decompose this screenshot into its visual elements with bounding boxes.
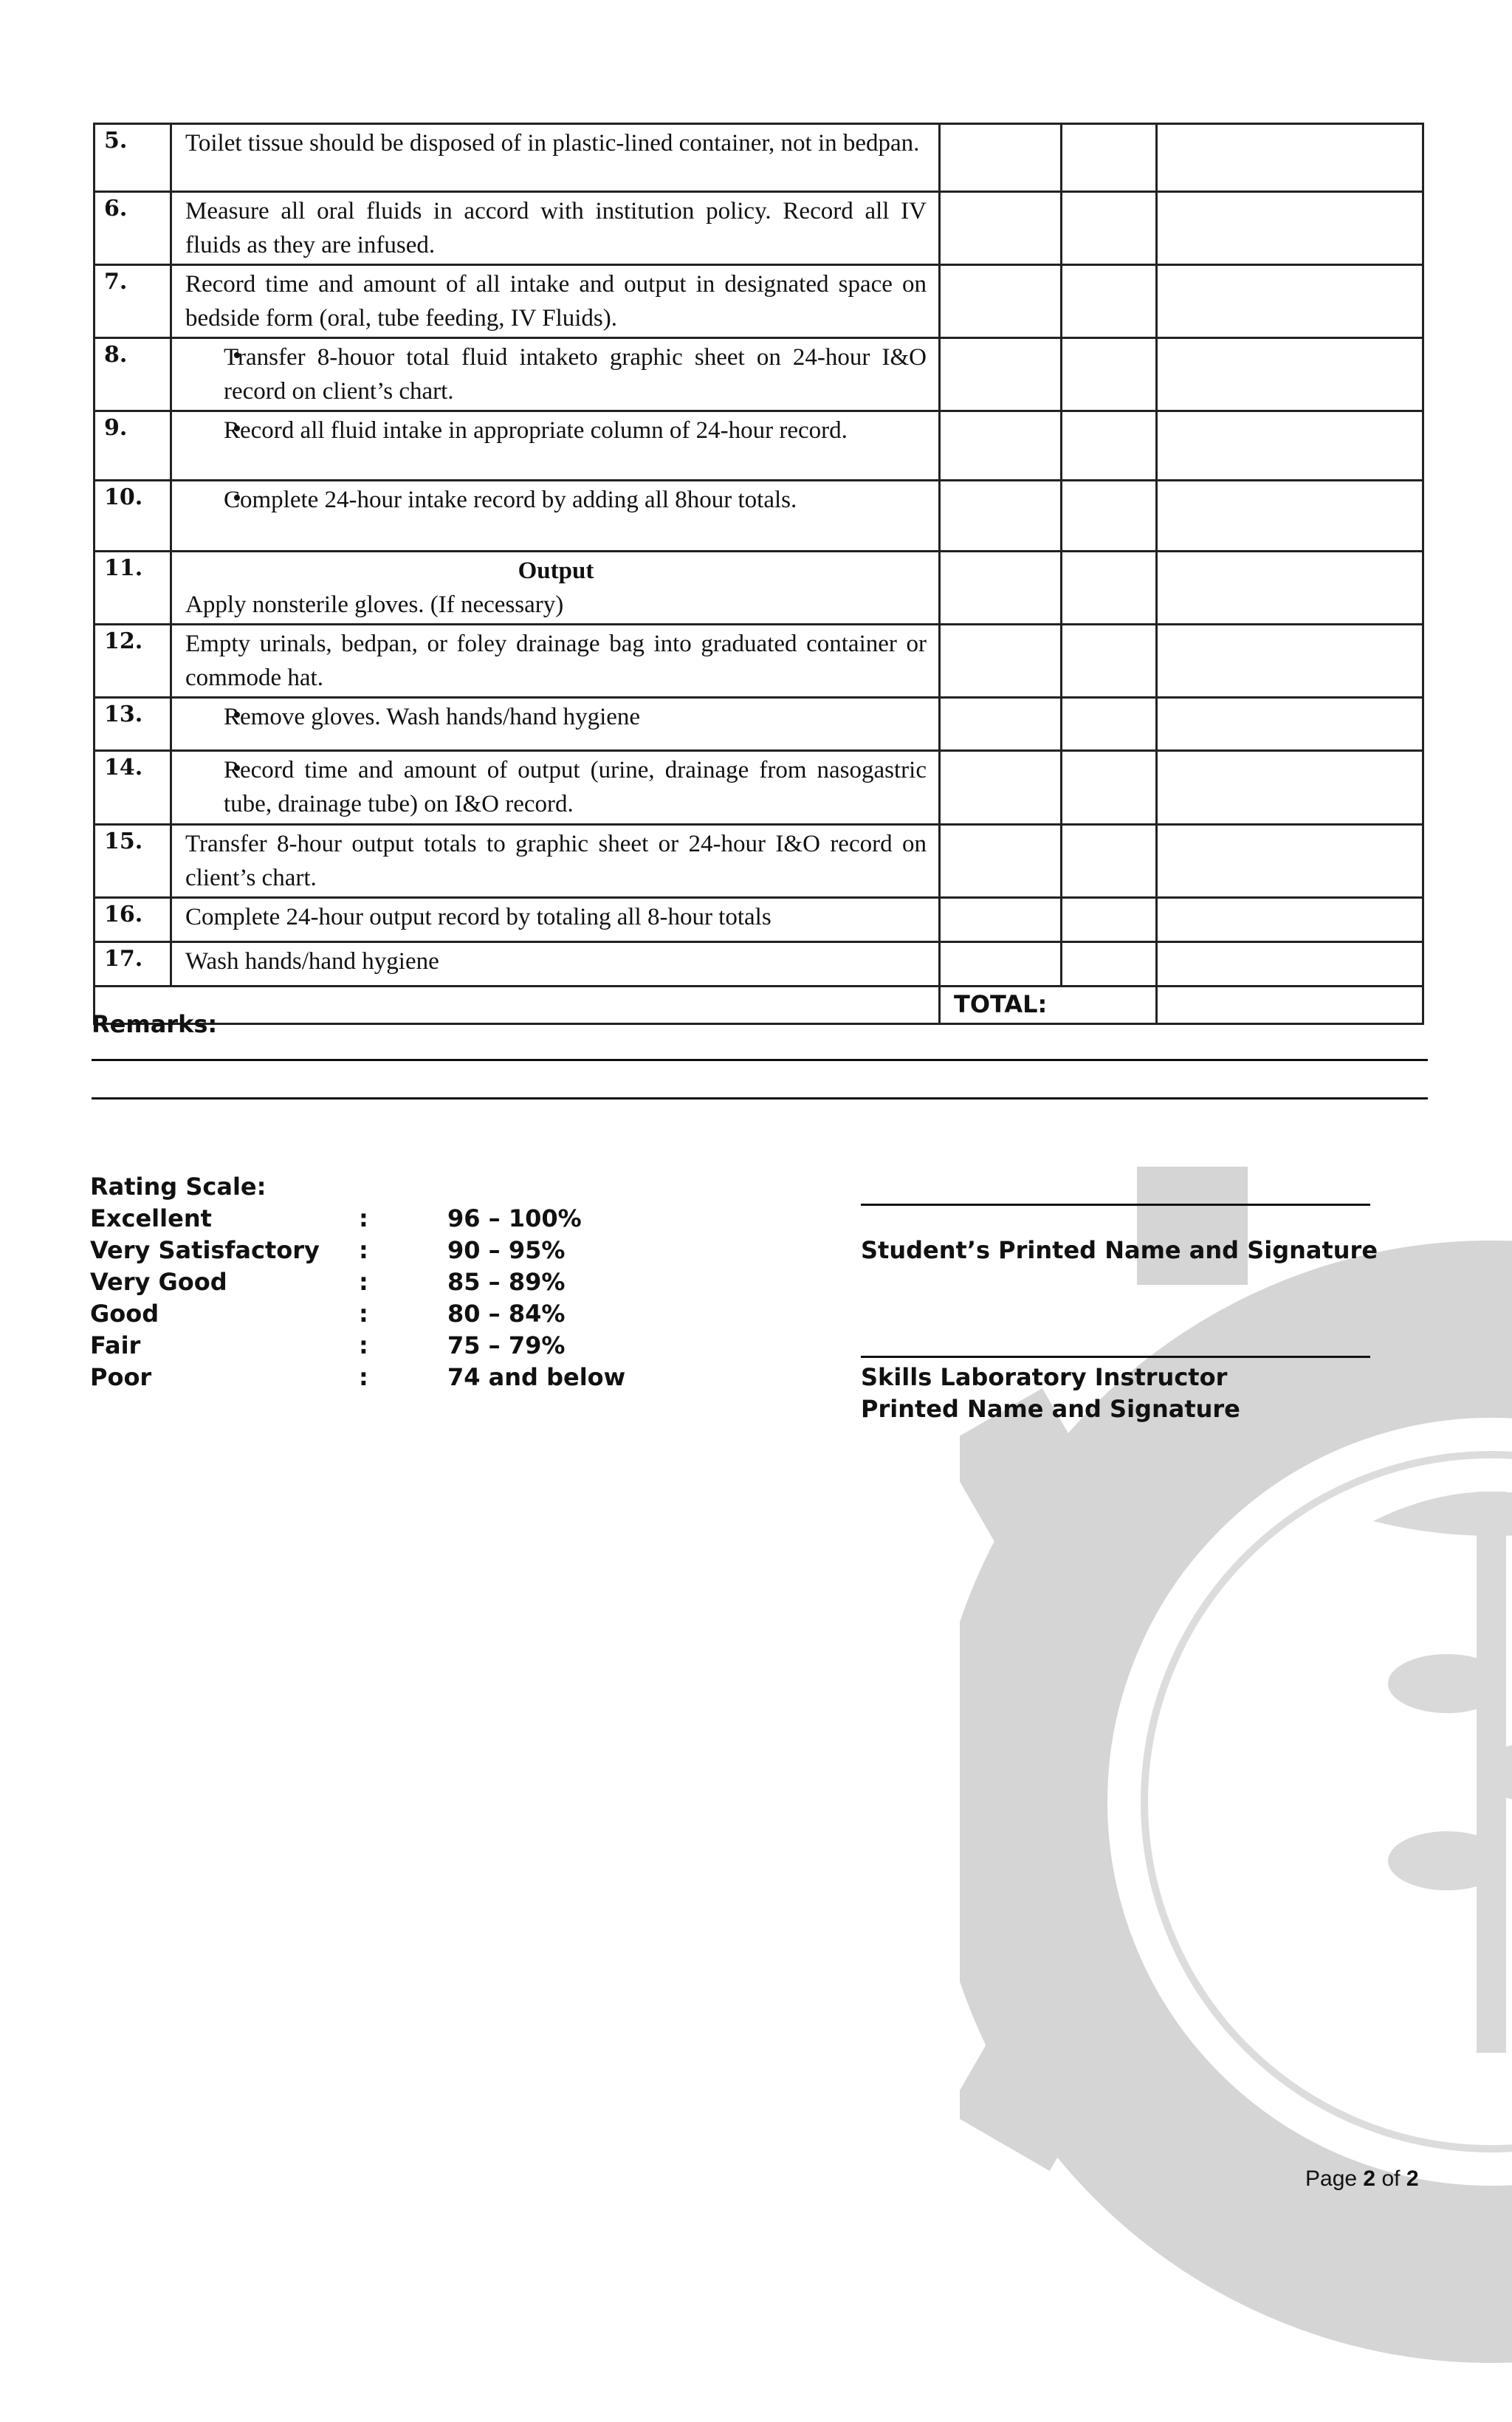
step-description-cell <box>171 265 940 338</box>
score-col-c-cell[interactable] <box>1157 124 1423 192</box>
rating-separator: : <box>359 1331 368 1359</box>
rating-label: Poor <box>90 1363 152 1391</box>
table-row <box>94 481 1423 552</box>
score-col-c-cell[interactable] <box>1157 338 1423 411</box>
rating-row <box>90 1235 669 1266</box>
instructor-title: Skills Laboratory Instructor <box>861 1363 1228 1391</box>
procedure-steps-table <box>93 123 1424 1025</box>
rating-row <box>90 1362 669 1393</box>
table-row <box>94 698 1423 751</box>
step-number: 12. <box>104 628 143 654</box>
step-description: Measure all oral fluids in accord with institution policy. Record all IV fluids as they are infused. <box>185 198 927 258</box>
score-col-a-cell[interactable] <box>940 265 1062 338</box>
score-col-b-cell[interactable] <box>1062 124 1157 192</box>
score-col-c-cell[interactable] <box>1157 192 1423 265</box>
step-number-cell <box>94 698 171 751</box>
score-col-c-cell[interactable] <box>1157 265 1423 338</box>
rating-separator: : <box>359 1236 368 1264</box>
score-col-a-cell[interactable] <box>940 625 1062 698</box>
score-col-a-cell[interactable] <box>940 192 1062 265</box>
section-heading: Output <box>518 558 594 584</box>
score-col-a-cell[interactable] <box>940 338 1062 411</box>
table-row <box>94 552 1423 625</box>
step-number-cell <box>94 898 171 942</box>
step-description: • Complete 24-hour intake record by adding all 8hour totals. <box>224 487 797 513</box>
table-row <box>94 124 1423 192</box>
rating-separator: : <box>359 1363 368 1391</box>
step-number-cell <box>94 265 171 338</box>
score-col-c-cell[interactable] <box>1157 552 1423 625</box>
step-number-cell <box>94 338 171 411</box>
rating-label: Very Good <box>90 1268 227 1296</box>
score-col-b-cell[interactable] <box>1062 825 1157 898</box>
step-number: 17. <box>104 946 143 972</box>
table-row <box>94 192 1423 265</box>
instructor-name-label: Printed Name and Signature <box>861 1395 1240 1423</box>
rating-label: Excellent <box>90 1204 212 1232</box>
step-description-cell <box>171 411 940 481</box>
score-col-b-cell[interactable] <box>1062 898 1157 942</box>
step-number-cell <box>94 481 171 552</box>
step-number-cell <box>94 751 171 825</box>
step-description: • Remove gloves. Wash hands/hand hygiene <box>224 704 641 730</box>
remarks-line-2 <box>92 1097 1428 1099</box>
score-col-b-cell[interactable] <box>1062 751 1157 825</box>
table-row <box>94 825 1423 898</box>
step-description: Record time and amount of all intake and output in designated space on bedside form (oral, tube feeding, IV Fluids). <box>185 271 927 332</box>
step-description-cell <box>171 942 940 987</box>
rating-range: 96 – 100% <box>447 1204 582 1232</box>
table-row <box>94 265 1423 338</box>
step-description: Wash hands/hand hygiene <box>185 948 439 975</box>
step-number: 9. <box>104 415 128 441</box>
rating-label: Good <box>90 1300 159 1328</box>
rating-range: 90 – 95% <box>447 1236 566 1264</box>
step-description-cell <box>171 338 940 411</box>
score-col-c-cell[interactable] <box>1157 698 1423 751</box>
step-number: 15. <box>104 829 143 854</box>
rating-separator: : <box>359 1204 368 1232</box>
rating-row <box>90 1298 669 1330</box>
rating-row <box>90 1330 669 1362</box>
score-col-b-cell[interactable] <box>1062 192 1157 265</box>
rating-row <box>90 1203 669 1235</box>
step-number: 10. <box>104 484 143 510</box>
score-col-b-cell[interactable] <box>1062 265 1157 338</box>
step-description-cell <box>171 481 940 552</box>
step-description-cell <box>171 698 940 751</box>
score-col-c-cell[interactable] <box>1157 898 1423 942</box>
step-number-cell <box>94 625 171 698</box>
step-number: 13. <box>104 701 143 727</box>
student-signature-line <box>861 1204 1370 1206</box>
score-col-a-cell[interactable] <box>940 698 1062 751</box>
score-col-c-cell[interactable] <box>1157 411 1423 481</box>
step-number-cell <box>94 942 171 987</box>
score-col-c-cell[interactable] <box>1157 942 1423 987</box>
score-col-b-cell[interactable] <box>1062 411 1157 481</box>
step-number: 6. <box>104 196 128 222</box>
score-col-a-cell[interactable] <box>940 124 1062 192</box>
step-description: Complete 24-hour output record by totaling all 8-hour totals <box>185 904 772 930</box>
step-number: 16. <box>104 902 143 927</box>
score-col-b-cell[interactable] <box>1062 698 1157 751</box>
rating-separator: : <box>359 1300 368 1328</box>
rating-row <box>90 1266 669 1298</box>
score-col-a-cell[interactable] <box>940 751 1062 825</box>
total-label-cell <box>940 987 1157 1024</box>
instructor-signature-label <box>861 1362 1240 1425</box>
step-description-cell <box>171 751 940 825</box>
score-col-b-cell[interactable] <box>1062 625 1157 698</box>
step-description-cell <box>171 552 940 625</box>
score-col-c-cell[interactable] <box>1157 481 1423 552</box>
step-number-cell <box>94 552 171 625</box>
score-col-b-cell[interactable] <box>1062 338 1157 411</box>
score-col-a-cell[interactable] <box>940 411 1062 481</box>
score-col-c-cell[interactable] <box>1157 825 1423 898</box>
step-description: Transfer 8-hour output totals to graphic sheet or 24-hour I&O record on client’s chart. <box>185 831 927 891</box>
score-col-a-cell[interactable] <box>940 825 1062 898</box>
step-description: • Transfer 8-houor total fluid intaketo graphic sheet on 24-hour I&O record on client’s chart. <box>224 344 927 405</box>
step-description-cell <box>171 825 940 898</box>
table-row <box>94 625 1423 698</box>
score-col-c-cell[interactable] <box>1157 625 1423 698</box>
total-label: TOTAL: <box>954 990 1048 1018</box>
step-description-cell <box>171 124 940 192</box>
step-number-cell <box>94 411 171 481</box>
step-description: • Record all fluid intake in appropriate column of 24-hour record. <box>224 417 848 444</box>
score-col-a-cell[interactable] <box>940 898 1062 942</box>
step-description-cell <box>171 625 940 698</box>
step-number: 14. <box>104 755 143 781</box>
step-number-cell <box>94 825 171 898</box>
rating-separator: : <box>359 1268 368 1296</box>
total-row <box>94 987 1423 1024</box>
score-col-b-cell[interactable] <box>1062 552 1157 625</box>
step-description: Apply nonsterile gloves. (If necessary) <box>185 591 564 618</box>
step-description-cell <box>171 898 940 942</box>
student-signature-label: Student’s Printed Name and Signature <box>861 1236 1378 1264</box>
score-col-b-cell[interactable] <box>1062 481 1157 552</box>
step-description: • Record time and amount of output (urine, drainage from nasogastric tube, drainage tube) on I&O record. <box>224 757 927 817</box>
score-col-a-cell[interactable] <box>940 552 1062 625</box>
total-blank-cell <box>94 987 940 1024</box>
remarks-line-1 <box>92 1059 1428 1061</box>
rating-range: 85 – 89% <box>447 1268 566 1296</box>
rating-range: 80 – 84% <box>447 1300 566 1328</box>
score-col-a-cell[interactable] <box>940 481 1062 552</box>
remarks-label: Remarks: <box>92 1010 218 1038</box>
rating-scale-title: Rating Scale: <box>90 1173 267 1201</box>
step-number: 7. <box>104 269 128 295</box>
step-description-cell <box>171 192 940 265</box>
university-seal-watermark <box>960 1167 1512 2422</box>
table-row <box>94 942 1423 987</box>
step-number-cell <box>94 192 171 265</box>
rating-range: 74 and below <box>447 1363 626 1391</box>
table-row <box>94 338 1423 411</box>
instructor-signature-line <box>861 1356 1370 1358</box>
step-description: Toilet tissue should be disposed of in plastic-lined container, not in bedpan. <box>185 130 920 157</box>
step-description: Empty urinals, bedpan, or foley drainage bag into graduated container or commode hat. <box>185 631 927 691</box>
rating-scale <box>90 1171 669 1393</box>
page-number: Page 2 of 2 <box>1305 2167 1419 2191</box>
table-row <box>94 898 1423 942</box>
score-col-b-cell[interactable] <box>1062 942 1157 987</box>
rating-range: 75 – 79% <box>447 1331 566 1359</box>
rating-label: Fair <box>90 1331 141 1359</box>
step-number: 8. <box>104 342 128 368</box>
step-number: 11. <box>104 555 143 581</box>
score-col-a-cell[interactable] <box>940 942 1062 987</box>
total-value-cell[interactable] <box>1157 987 1423 1024</box>
rating-label: Very Satisfactory <box>90 1236 320 1264</box>
step-number-cell <box>94 124 171 192</box>
score-col-c-cell[interactable] <box>1157 751 1423 825</box>
step-number: 5. <box>104 128 128 154</box>
table-row <box>94 751 1423 825</box>
table-row <box>94 411 1423 481</box>
